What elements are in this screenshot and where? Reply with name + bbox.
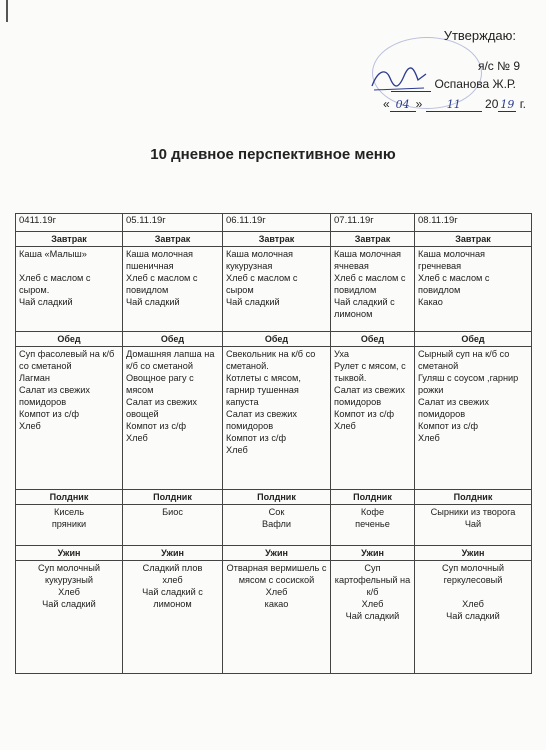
meal-label: Ужин <box>415 546 532 561</box>
menu-table <box>15 213 532 674</box>
scan-edge-mark <box>6 0 8 22</box>
meal-label: Завтрак <box>123 232 223 247</box>
dinner-row <box>16 561 532 674</box>
meal-label: Обед <box>223 332 331 347</box>
date-quote-close: » <box>415 97 423 111</box>
breakfast-row <box>16 247 532 332</box>
meal-label: Полдник <box>223 490 331 505</box>
document-title: 10 дневное перспективное меню <box>150 146 396 163</box>
menu-cell: Сок Вафли <box>223 505 331 546</box>
menu-cell: Биос <box>123 505 223 546</box>
date-end: г. <box>519 97 526 111</box>
menu-cell: Уха Рулет с мясом, с тыквой. Салат из свежих помидоров Компот из с/ф Хлеб <box>331 347 415 490</box>
lunch-row <box>16 347 532 490</box>
meal-label: Ужин <box>16 546 123 561</box>
meal-label: Обед <box>415 332 532 347</box>
meal-label: Полдник <box>16 490 123 505</box>
meal-label: Завтрак <box>415 232 532 247</box>
menu-cell: Кисель пряники <box>16 505 123 546</box>
menu-cell: Суп фасолевый на к/б со сметаной Лагман Салат из свежих помидоров Компот из с/ф Хлеб <box>16 347 123 490</box>
menu-cell: Сладкий плов хлеб Чай сладкий с лимоном <box>123 561 223 674</box>
approval-head-name: Оспанова Ж.Р. <box>434 77 516 91</box>
menu-cell: Суп молочный кукурузный Хлеб Чай сладкий <box>16 561 123 674</box>
date-cell: 08.11.19г <box>415 214 532 232</box>
date-quote-open: « <box>382 97 390 111</box>
menu-cell: Сырный суп на к/б со сметаной Гуляш с соусом ,гарнир рожки Салат из свежих помидоров Компот из с/ф Хлеб <box>415 347 532 490</box>
meal-label: Полдник <box>415 490 532 505</box>
date-year-prefix: 20 <box>485 97 499 111</box>
signature-line <box>391 77 431 92</box>
meal-label: Завтрак <box>223 232 331 247</box>
approval-title: Утверждаю: <box>443 28 516 43</box>
menu-cell: Свекольник на к/б со сметаной. Котлеты с мясом, гарнир тушенная капуста Салат из свежих помидоров Компот из с/ф Хлеб <box>223 347 331 490</box>
approval-date <box>383 97 526 112</box>
meal-label: Ужин <box>223 546 331 561</box>
snack-row <box>16 505 532 546</box>
meal-label: Обед <box>331 332 415 347</box>
date-cell: 06.11.19г <box>223 214 331 232</box>
menu-cell: Суп молочный геркулесовый Хлеб Чай сладкий <box>415 561 532 674</box>
date-year-suffix: 19 <box>500 98 515 111</box>
lunch-header-row <box>16 332 532 347</box>
date-cell: 0411.19г <box>16 214 123 232</box>
meal-label: Ужин <box>331 546 415 561</box>
date-row <box>16 214 532 232</box>
meal-label: Завтрак <box>331 232 415 247</box>
menu-cell: Суп картофельный на к/б Хлеб Чай сладкий <box>331 561 415 674</box>
date-cell: 07.11.19г <box>331 214 415 232</box>
meal-label: Полдник <box>331 490 415 505</box>
approval-head <box>391 77 516 92</box>
menu-cell: Домашняя лапша на к/б со сметаной Овощное рагу с мясом Салат из свежих овощей Компот из с/ф Хлеб <box>123 347 223 490</box>
menu-cell: Каша молочная гречневая Хлеб с маслом с повидлом Какао <box>415 247 532 332</box>
date-cell: 05.11.19г <box>123 214 223 232</box>
menu-cell: Каша молочная кукурузная Хлеб с маслом с сыром Чай сладкий <box>223 247 331 332</box>
breakfast-header-row <box>16 232 532 247</box>
date-month: 11 <box>426 98 482 112</box>
meal-label: Обед <box>16 332 123 347</box>
meal-label: Полдник <box>123 490 223 505</box>
meal-label: Ужин <box>123 546 223 561</box>
menu-cell: Кофе печенье <box>331 505 415 546</box>
menu-cell: Сырники из творога Чай <box>415 505 532 546</box>
meal-label: Завтрак <box>16 232 123 247</box>
menu-cell: Каша «Малыш» Хлеб с маслом с сыром. Чай сладкий <box>16 247 123 332</box>
menu-cell: Отварная вермишель с мясом с сосиской Хлеб какао <box>223 561 331 674</box>
snack-header-row <box>16 490 532 505</box>
menu-cell: Каша молочная пшеничная Хлеб с маслом с повидлом Чай сладкий <box>123 247 223 332</box>
meal-label: Обед <box>123 332 223 347</box>
date-day: 04 <box>390 98 416 112</box>
dinner-header-row <box>16 546 532 561</box>
approval-org: я/с № 9 <box>477 59 520 73</box>
menu-cell: Каша молочная ячневая Хлеб с маслом с повидлом Чай сладкий с лимоном <box>331 247 415 332</box>
